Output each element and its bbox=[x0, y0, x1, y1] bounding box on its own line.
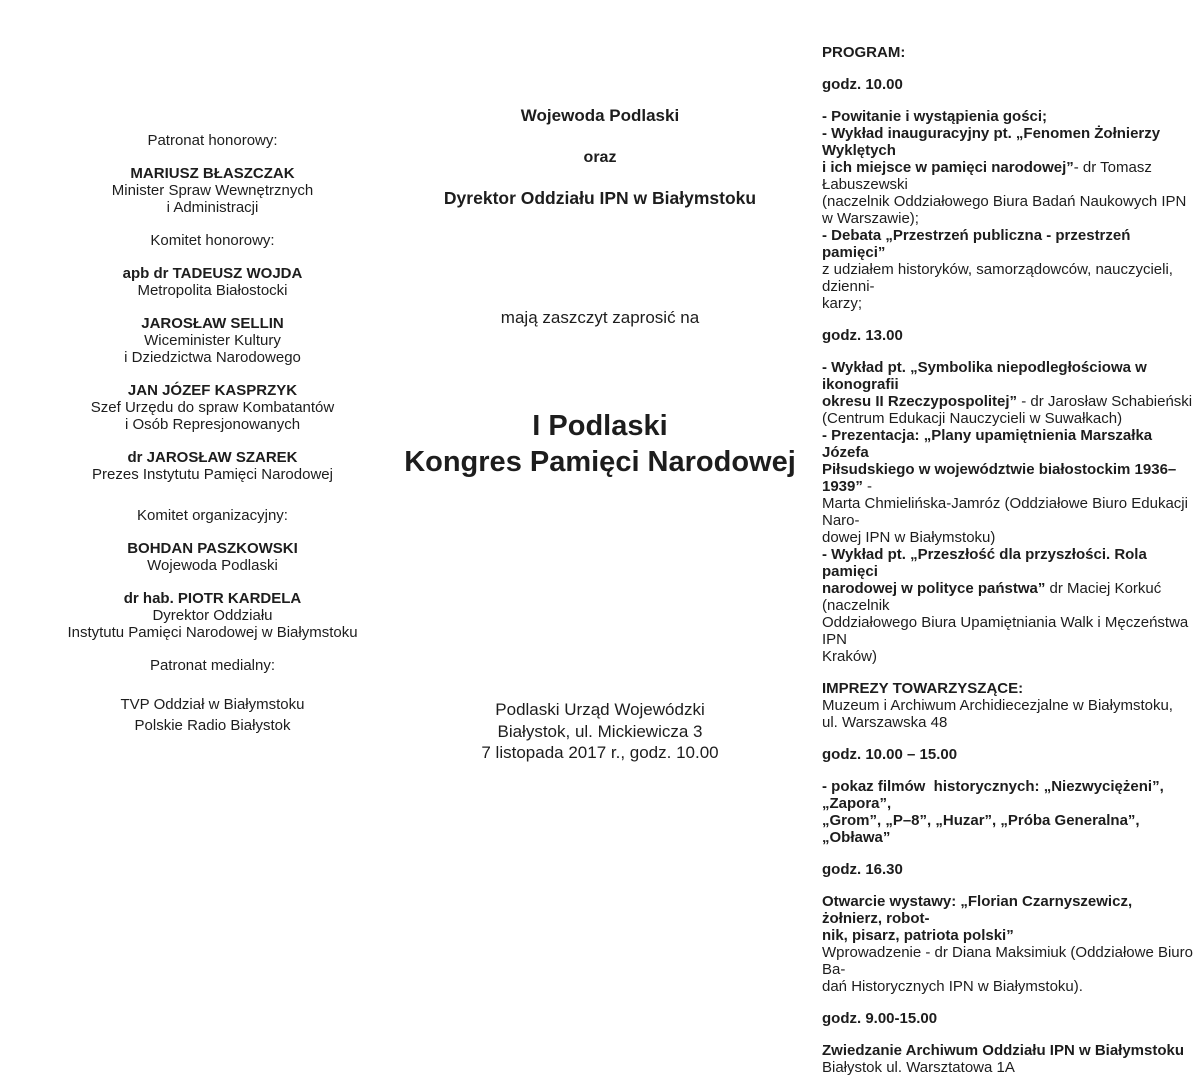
media-patrons bbox=[30, 694, 395, 736]
program-line bbox=[822, 495, 1194, 529]
person-name: JAN JÓZEF KASPRZYK bbox=[127, 382, 298, 399]
person-role: i Osób Represjonowanych bbox=[124, 416, 301, 433]
program-text-bold: PROGRAM: bbox=[822, 44, 906, 61]
program-line bbox=[822, 1059, 1194, 1076]
program-line bbox=[822, 125, 1194, 159]
program-text: - dr Tomasz Łabuszewski bbox=[822, 159, 1157, 193]
program-block bbox=[822, 778, 1194, 846]
program-text-bold: narodowej w polityce państwa” bbox=[822, 580, 1046, 597]
program-text: Wprowadzenie - dr Diana Maksimiuk (Oddziałowe Biuro Ba- bbox=[822, 944, 1198, 978]
program-text: w Warszawie); bbox=[822, 210, 919, 227]
patrons-panel bbox=[30, 132, 395, 752]
program-line bbox=[822, 261, 1194, 295]
program-line bbox=[822, 410, 1194, 427]
event-title-line-1: I Podlaski bbox=[532, 410, 668, 442]
program-text-bold: - Wykład inauguracyjny pt. „Fenomen Żołnierzy Wyklętych bbox=[822, 125, 1165, 159]
person-role: i Administracji bbox=[166, 199, 259, 216]
section-heading: Patronat medialny: bbox=[149, 657, 276, 674]
person-role: Wiceminister Kultury bbox=[144, 332, 281, 349]
program-line bbox=[822, 427, 1194, 461]
program-text-bold: godz. 10.00 bbox=[822, 76, 903, 93]
program-text: Muzeum i Archiwum Archidiecezjalne w Białymstoku, bbox=[822, 697, 1173, 714]
person-name: JAROSŁAW SELLIN bbox=[141, 315, 284, 332]
program-text: Oddziałowego Biura Upamiętniania Walk i Męczeństwa IPN bbox=[822, 614, 1193, 648]
program-line bbox=[822, 746, 1194, 763]
program-line bbox=[822, 580, 1194, 614]
program-text: - dr Jarosław Schabieński bbox=[1017, 393, 1193, 410]
event-title-line-2: Kongres Pamięci Narodowej bbox=[404, 446, 796, 478]
program-line bbox=[822, 680, 1194, 697]
event-venue bbox=[400, 699, 800, 764]
program-line bbox=[822, 193, 1194, 210]
program-text: Kraków) bbox=[822, 648, 878, 665]
person-entry bbox=[30, 590, 395, 641]
program-line bbox=[822, 44, 1194, 61]
program-line bbox=[822, 393, 1194, 410]
program-line bbox=[822, 893, 1194, 927]
program-line bbox=[822, 210, 1194, 227]
person-role: Prezes Instytutu Pamięci Narodowej bbox=[92, 466, 333, 483]
program-block bbox=[822, 359, 1194, 665]
program-text: - bbox=[862, 478, 873, 495]
program-text-bold: Zwiedzanie Archiwum Oddziału IPN w Białymstoku bbox=[822, 1042, 1185, 1059]
program-block bbox=[822, 861, 1194, 878]
section-heading: Komitet honorowy: bbox=[150, 232, 275, 249]
invitation-panel bbox=[400, 0, 800, 855]
program-line bbox=[822, 159, 1194, 193]
program-line bbox=[822, 108, 1194, 125]
program-text: Białystok ul. Warsztatowa 1A bbox=[822, 1059, 1015, 1076]
program-text-bold: godz. 9.00-15.00 bbox=[822, 1010, 938, 1027]
person-role: Minister Spraw Wewnętrznych bbox=[111, 182, 314, 199]
section-heading: Patronat honorowy: bbox=[147, 132, 278, 149]
program-text-bold: i ich miejsce w pamięci narodowej” bbox=[822, 159, 1074, 176]
program-line bbox=[822, 295, 1194, 312]
program-line bbox=[822, 944, 1198, 978]
program-text-bold: - Wykład pt. „Symbolika niepodległościowa w ikonografii bbox=[822, 359, 1151, 393]
program-text-bold: IMPREZY TOWARZYSZĄCE: bbox=[822, 680, 1024, 697]
program-text: dr Maciej Korkuć (naczelnik bbox=[822, 580, 1166, 614]
person-name: apb dr TADEUSZ WOJDA bbox=[122, 265, 303, 282]
host-name-2: Dyrektor Oddziału IPN w Białymstoku bbox=[443, 188, 757, 208]
program-block bbox=[822, 893, 1198, 995]
person-name: BOHDAN PASZKOWSKI bbox=[127, 540, 298, 557]
program-text-bold: - pokaz filmów historycznych: „Niezwyciężeni”, „Zapora”, bbox=[822, 778, 1168, 812]
person-entry bbox=[30, 540, 395, 574]
media-patron-line: Polskie Radio Białystok bbox=[134, 717, 291, 734]
person-role: Dyrektor Oddziału bbox=[152, 607, 273, 624]
program-line bbox=[822, 697, 1194, 714]
program-panel bbox=[822, 44, 1198, 1091]
program-block bbox=[822, 680, 1194, 731]
program-text: karzy; bbox=[822, 295, 863, 312]
program-line bbox=[822, 978, 1194, 995]
program-text: dowej IPN w Białymstoku) bbox=[822, 529, 996, 546]
program-text-bold: „Grom”, „P–8”, „Huzar”, „Próba Generalna”, „Obława” bbox=[822, 812, 1144, 846]
program-text-bold: - Wykład pt. „Przeszłość dla przyszłości. Rola pamięci bbox=[822, 546, 1151, 580]
section-heading: Komitet organizacyjny: bbox=[137, 507, 288, 524]
event-title bbox=[400, 408, 800, 480]
program-line bbox=[822, 778, 1194, 812]
event-date-time: 7 listopada 2017 r., godz. 10.00 bbox=[481, 743, 719, 762]
person-entry bbox=[30, 315, 395, 366]
program-block bbox=[822, 1042, 1194, 1076]
program-text-bold: - Debata „Przestrzeń publiczna - przestrzeń pamięci” bbox=[822, 227, 1135, 261]
program-block bbox=[822, 108, 1194, 312]
program-text-bold: godz. 16.30 bbox=[822, 861, 903, 878]
program-line bbox=[822, 614, 1194, 648]
program-line bbox=[822, 1010, 1194, 1027]
person-entry bbox=[30, 165, 395, 216]
program-line bbox=[822, 227, 1194, 261]
program-block bbox=[822, 746, 1194, 763]
program-line bbox=[822, 359, 1194, 393]
venue-address: Białystok, ul. Mickiewicza 3 bbox=[497, 721, 703, 741]
host-conjunction: oraz bbox=[583, 149, 617, 166]
program-text-bold: - Powitanie i wystąpienia gości; bbox=[822, 108, 1048, 125]
program-line bbox=[822, 861, 1194, 878]
person-role: Metropolita Białostocki bbox=[137, 282, 288, 299]
media-patron-line: TVP Oddział w Białymstoku bbox=[120, 696, 305, 713]
program-line bbox=[822, 529, 1194, 546]
program-line bbox=[822, 546, 1194, 580]
program-text-bold: Otwarcie wystawy: „Florian Czarnyszewicz, żołnierz, robot- bbox=[822, 893, 1137, 927]
person-role: Szef Urzędu do spraw Kombatantów bbox=[90, 399, 335, 416]
program-block bbox=[822, 1010, 1194, 1027]
program-line bbox=[822, 1042, 1194, 1059]
person-entry bbox=[30, 265, 395, 299]
program-text: (naczelnik Oddziałowego Biura Badań Naukowych IPN bbox=[822, 193, 1187, 210]
program-line bbox=[822, 327, 1194, 344]
program-text: dań Historycznych IPN w Białymstoku). bbox=[822, 978, 1083, 995]
person-role: i Dziedzictwa Narodowego bbox=[124, 349, 301, 366]
person-entry bbox=[30, 382, 395, 433]
program-line bbox=[822, 714, 1194, 731]
person-name: dr hab. PIOTR KARDELA bbox=[123, 590, 302, 607]
person-name: dr JAROSŁAW SZAREK bbox=[127, 449, 298, 466]
program-block bbox=[822, 76, 1194, 93]
program-block bbox=[822, 44, 1194, 61]
program-line bbox=[822, 461, 1194, 495]
program-line bbox=[822, 927, 1194, 944]
venue-name: Podlaski Urząd Wojewódzki bbox=[495, 700, 705, 719]
person-role: Wojewoda Podlaski bbox=[147, 557, 278, 574]
program-text: (Centrum Edukacji Nauczycieli w Suwałkach) bbox=[822, 410, 1123, 427]
program-text-bold: - Prezentacja: „Plany upamiętnienia Marszałka Józefa bbox=[822, 427, 1157, 461]
program-line bbox=[822, 76, 1194, 93]
program-text: Marta Chmielińska-Jamróz (Oddziałowe Biuro Edukacji Naro- bbox=[822, 495, 1193, 529]
program-line bbox=[822, 648, 1194, 665]
program-text-bold: nik, pisarz, patriota polski” bbox=[822, 927, 1014, 944]
invite-line: mają zaszczyt zaprosić na bbox=[500, 308, 700, 327]
program-text: ul. Warszawska 48 bbox=[822, 714, 948, 731]
program-line bbox=[822, 812, 1194, 846]
host-name-1: Wojewoda Podlaski bbox=[520, 106, 680, 125]
program-text-bold: godz. 13.00 bbox=[822, 327, 903, 344]
person-entry bbox=[30, 449, 395, 483]
program-text-bold: Piłsudskiego w województwie białostockim 1936–1939” bbox=[822, 461, 1177, 495]
person-name: MARIUSZ BŁASZCZAK bbox=[130, 165, 295, 182]
program-text-bold: okresu II Rzeczypospolitej” bbox=[822, 393, 1018, 410]
program-text-bold: godz. 10.00 – 15.00 bbox=[822, 746, 958, 763]
program-text: z udziałem historyków, samorządowców, nauczycieli, dzienni- bbox=[822, 261, 1178, 295]
program-block bbox=[822, 327, 1194, 344]
person-role: Instytutu Pamięci Narodowej w Białymstoku bbox=[67, 624, 358, 641]
